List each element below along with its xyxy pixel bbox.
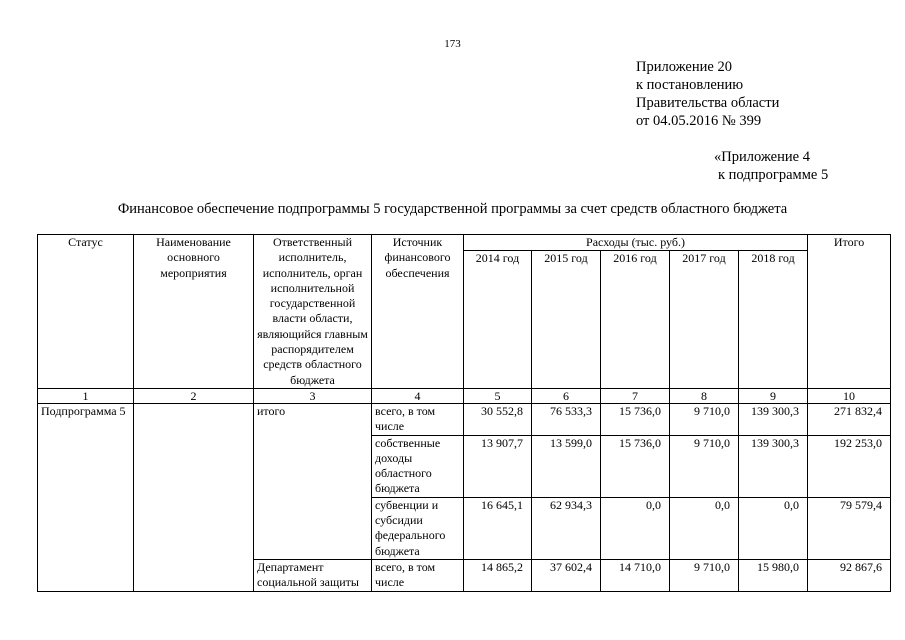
header-source: Источник финансового обеспечения (372, 235, 464, 389)
column-number: 9 (739, 388, 808, 403)
executor-cell: итого (254, 403, 372, 559)
value-cell: 139 300,3 (739, 403, 808, 435)
header-expenses: Расходы (тыс. руб.) (464, 235, 808, 251)
page-number: 173 (444, 38, 461, 50)
event-name-cell (134, 403, 254, 591)
total-cell: 192 253,0 (808, 435, 891, 497)
source-cell: всего, в том числе (372, 403, 464, 435)
column-number: 4 (372, 388, 464, 403)
appendix-inner-line: «Приложение 4 (714, 149, 810, 165)
appendix-block (636, 58, 779, 130)
header-event-name: Наименование основного мероприятия (134, 235, 254, 389)
value-cell: 9 710,0 (670, 435, 739, 497)
value-cell: 13 599,0 (532, 435, 601, 497)
appendix-line: Приложение 20 (636, 59, 732, 75)
appendix-line: от 04.05.2016 № 399 (636, 113, 762, 129)
column-number: 8 (670, 388, 739, 403)
column-number: 6 (532, 388, 601, 403)
appendix-inner-block (714, 148, 828, 184)
value-cell: 0,0 (670, 497, 739, 559)
header-row (38, 235, 891, 251)
header-year: 2018 год (739, 251, 808, 389)
value-cell: 62 934,3 (532, 497, 601, 559)
value-cell: 0,0 (739, 497, 808, 559)
table-row (38, 403, 891, 435)
source-cell: собственные доходы областного бюджета (372, 435, 464, 497)
column-number: 3 (254, 388, 372, 403)
executor-cell: Департамент социальной защиты (254, 559, 372, 591)
column-number: 5 (464, 388, 532, 403)
column-number: 10 (808, 388, 891, 403)
value-cell: 139 300,3 (739, 435, 808, 497)
header-year: 2016 год (601, 251, 670, 389)
value-cell: 9 710,0 (670, 403, 739, 435)
source-cell: субвенции и субсидии федерального бюджета (372, 497, 464, 559)
column-number-row (38, 388, 891, 403)
appendix-line: Правительства области (636, 95, 780, 111)
value-cell: 15 980,0 (739, 559, 808, 591)
value-cell: 0,0 (601, 497, 670, 559)
header-year: 2014 год (464, 251, 532, 389)
total-cell: 271 832,4 (808, 403, 891, 435)
value-cell: 15 736,0 (601, 403, 670, 435)
value-cell: 30 552,8 (464, 403, 532, 435)
value-cell: 37 602,4 (532, 559, 601, 591)
column-number: 1 (38, 388, 134, 403)
header-executor: Ответственный исполнитель, исполнитель, орган исполнительной государственной власти области, являющийся главным распорядителем средств областного бюджета (254, 235, 372, 389)
finance-table (37, 234, 891, 592)
value-cell: 14 865,2 (464, 559, 532, 591)
value-cell: 16 645,1 (464, 497, 532, 559)
header-total: Итого (808, 235, 891, 389)
header-status: Статус (38, 235, 134, 389)
total-cell: 92 867,6 (808, 559, 891, 591)
column-number: 7 (601, 388, 670, 403)
value-cell: 15 736,0 (601, 435, 670, 497)
appendix-inner-line: к подпрограмме 5 (718, 167, 829, 183)
value-cell: 9 710,0 (670, 559, 739, 591)
total-cell: 79 579,4 (808, 497, 891, 559)
source-cell: всего, в том числе (372, 559, 464, 591)
document-title: Финансовое обеспечение подпрограммы 5 государственной программы за счет средств областного бюджета (117, 201, 788, 217)
appendix-line: к постановлению (636, 77, 744, 93)
value-cell: 13 907,7 (464, 435, 532, 497)
status-cell: Подпрограмма 5 (38, 403, 134, 591)
header-year: 2015 год (532, 251, 601, 389)
column-number: 2 (134, 388, 254, 403)
header-year: 2017 год (670, 251, 739, 389)
value-cell: 76 533,3 (532, 403, 601, 435)
value-cell: 14 710,0 (601, 559, 670, 591)
